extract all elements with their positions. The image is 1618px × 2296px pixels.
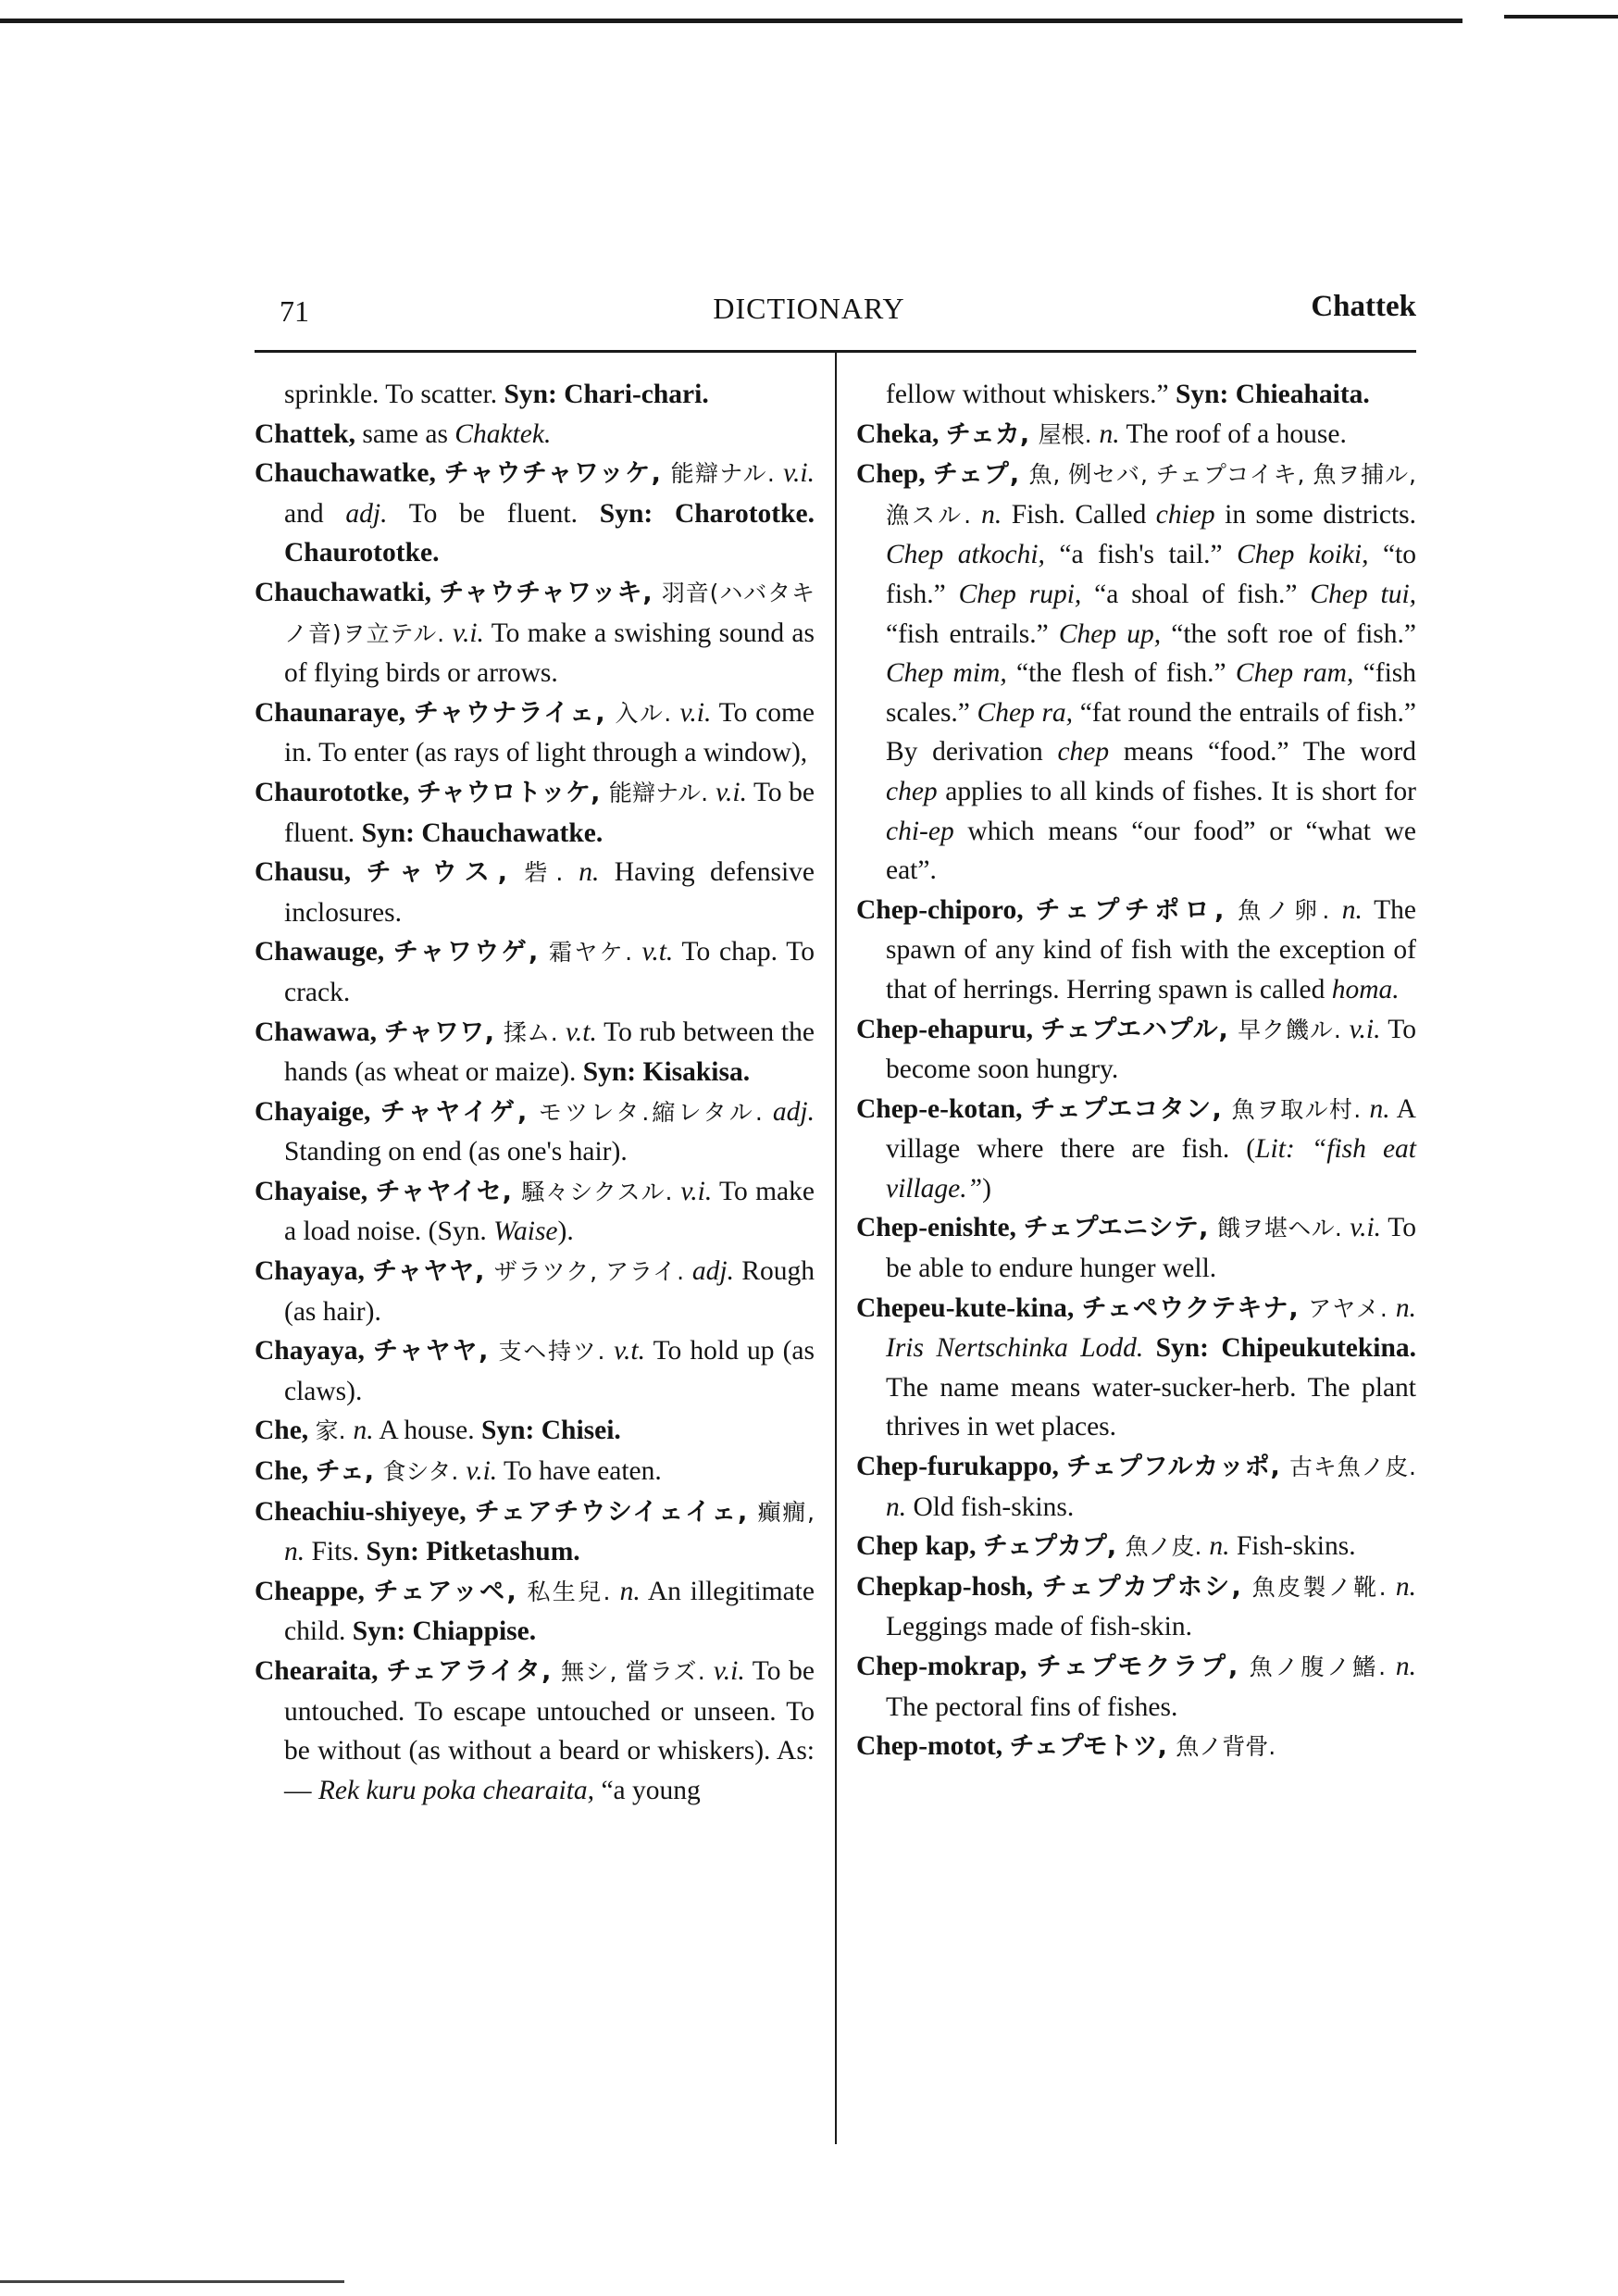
katakana-reading: チェプフルカッポ, (1066, 1453, 1289, 1482)
japanese-gloss: 揉ム. (503, 1018, 566, 1046)
headword: Chep, (856, 459, 933, 490)
italic-text: chep (1057, 737, 1110, 767)
headword: Cheka, (856, 418, 946, 449)
katakana-reading: チャウナライェ, (413, 698, 616, 728)
japanese-gloss: 騒々シクスル. (521, 1178, 681, 1205)
italic-text: v.i. (680, 1176, 713, 1206)
italic-text: n. (1395, 1292, 1416, 1323)
katakana-reading: チャヤヤ, (372, 1257, 494, 1287)
dictionary-entry (856, 1727, 1416, 1767)
definition-text: “the soft roe of fish.” (1161, 618, 1416, 649)
definition-text: applies to all kinds of fishes. It is short for (937, 776, 1416, 806)
headword: Che, (255, 1416, 316, 1446)
italic-text: homa. (1331, 974, 1400, 1004)
synonym: Syn: Chipeukutekina. (1155, 1333, 1416, 1364)
entry-continuation (856, 375, 1416, 415)
dictionary-entry (255, 454, 815, 573)
definition-text: Fits. (305, 1537, 367, 1567)
katakana-reading: チェアッペ, (373, 1577, 528, 1606)
definition-text: The roof of a house. (1119, 418, 1347, 449)
left-column (255, 375, 815, 1810)
italic-text: n. (1341, 894, 1363, 925)
headword: Chaunaraye, (255, 697, 414, 728)
katakana-reading: チェプモトツ, (1009, 1732, 1176, 1762)
headword: Chayaise, (255, 1176, 376, 1206)
japanese-gloss: 能辯ナル. (670, 460, 784, 488)
definition-text: “the flesh of fish.” (1006, 658, 1236, 689)
katakana-reading: チェプエハプル, (1040, 1015, 1238, 1044)
japanese-gloss: 羽音(ハバタキノ音)ヲ立テル. (284, 579, 815, 647)
italic-text: Chaktek. (454, 418, 552, 449)
katakana-reading: チャヤイセ, (375, 1177, 522, 1206)
definition-text: To be untouched. To escape untouched or unseen. To be without (as without a beard or whiskers). As:— (284, 1656, 815, 1805)
headword: Chep-furukappo, (856, 1452, 1067, 1482)
headword: Chep-chiporo, (856, 894, 1036, 925)
katakana-reading: チェアライタ, (386, 1657, 562, 1686)
italic-text: n. (981, 499, 1002, 530)
right-column (856, 375, 1416, 1767)
definition-text: “a shoal of fish.” (1081, 579, 1311, 609)
italic-text: v.i. (1349, 1014, 1381, 1044)
synonym: Syn: Chieahaita. (1175, 380, 1370, 409)
italic-text: n. (1395, 1652, 1416, 1681)
definition-text: “to fish.” (886, 540, 1416, 609)
headword: Cheappe, (255, 1576, 374, 1606)
headword: Chep-enishte, (856, 1213, 1024, 1243)
definition-text: sprinkle. To scatter. (284, 380, 504, 409)
dictionary-entry (856, 415, 1416, 455)
definition-text: To make a load noise. (Syn. (284, 1176, 815, 1247)
japanese-gloss: 食シタ. (382, 1458, 467, 1486)
headword: Chauchawatki, (255, 577, 440, 607)
italic-text: Chep ra, (977, 697, 1074, 728)
dictionary-entry (255, 853, 815, 932)
definition-text: “a young (594, 1775, 701, 1805)
italic-text: n. (1395, 1571, 1416, 1602)
italic-text: v.i. (783, 458, 815, 489)
japanese-gloss: 無シ, 當ラズ. (561, 1658, 714, 1685)
katakana-reading: チェプカプ, (982, 1532, 1126, 1562)
italic-text: v.t. (566, 1017, 597, 1047)
katakana-reading: チャヤイゲ, (380, 1097, 539, 1127)
definition-text: “a fish's tail.” (1044, 540, 1238, 570)
italic-text: Chep koiki, (1237, 540, 1369, 570)
dictionary-entry (255, 1572, 815, 1652)
italic-text: v.t. (641, 937, 674, 967)
italic-text: v.t. (614, 1336, 645, 1366)
definition-text (1143, 1333, 1155, 1363)
katakana-reading: チャヤヤ, (372, 1337, 499, 1366)
italic-text: adj. (691, 1256, 734, 1287)
italic-text: n. (619, 1576, 641, 1606)
headword: Chepkap-hosh, (856, 1571, 1042, 1602)
running-title: DICTIONARY (713, 292, 905, 325)
italic-text: v.i. (1350, 1213, 1382, 1243)
italic-text: n. (1369, 1093, 1390, 1124)
definition-text: ) (982, 1173, 991, 1204)
definition-text: To be fluent. (387, 498, 600, 529)
italic-text: Chep up, (1058, 618, 1162, 649)
katakana-reading: チャウス, (366, 858, 525, 888)
italic-text: Chep rupi, (958, 579, 1082, 609)
running-headword: Chattek (1311, 290, 1416, 323)
definition-text: The name means water-sucker-herb. The plant thrives in wet places. (886, 1372, 1416, 1442)
japanese-gloss: 古キ魚ノ皮. (1288, 1454, 1417, 1481)
italic-text: v.i. (679, 697, 712, 728)
italic-text: chi-ep (886, 816, 954, 846)
italic-text: v.i. (453, 618, 484, 648)
dictionary-entry (856, 891, 1416, 1010)
synonym: Syn: Pitketashum. (366, 1537, 580, 1567)
italic-text: Chep ram, (1235, 658, 1354, 689)
italic-text: adj. (772, 1096, 815, 1127)
headword: Chayaige, (255, 1096, 380, 1127)
scan-edge-rule-bottom (0, 2280, 344, 2283)
scan-edge-rule (0, 19, 1462, 23)
definition-text: The spawn of any kind of fish with the exception of that of herrings. Herring spawn is called (886, 894, 1416, 1004)
definition-text: Old fish-skins. (906, 1491, 1075, 1522)
headword: Chep-mokrap, (856, 1652, 1037, 1681)
katakana-reading: チャワウゲ, (392, 938, 550, 967)
dictionary-entry (856, 1527, 1416, 1567)
katakana-reading: チェ, (315, 1457, 383, 1487)
japanese-gloss: 支ヘ持ツ. (498, 1338, 615, 1366)
definition-text: To chap. To crack. (284, 937, 815, 1007)
headword: Chep-e-kotan, (856, 1093, 1031, 1124)
italic-text: Rek kuru poka chearaita, (317, 1775, 595, 1805)
italic-text: n. (284, 1537, 305, 1567)
headword: Cheachiu-shiyeye, (255, 1496, 475, 1527)
definition-text: fellow without whiskers.” (886, 380, 1176, 409)
definition-text: A village where there are fish. ( (886, 1093, 1416, 1165)
entry-continuation (255, 375, 815, 415)
japanese-gloss: 早ク饑ル. (1238, 1016, 1350, 1043)
dictionary-entry (255, 1092, 815, 1172)
definition-text: To have eaten. (497, 1456, 662, 1487)
headword: Chauchawatke, (255, 458, 444, 489)
japanese-gloss: 癲癇, (757, 1498, 815, 1526)
italic-text: n. (579, 857, 600, 888)
katakana-reading: チェプカプホシ, (1041, 1572, 1252, 1602)
italic-text: Chep atkochi, (886, 540, 1045, 570)
japanese-gloss: 砦. (524, 859, 579, 887)
japanese-gloss: 魚, 例セバ, チェプコイキ, 魚ヲ捕ル, 漁スル. (886, 461, 1416, 529)
dictionary-entry (255, 1331, 815, 1411)
headword: Chearaita, (255, 1656, 387, 1686)
scan-edge-rule-right (1504, 15, 1618, 19)
dictionary-entry (255, 1492, 815, 1572)
synonym: Syn: Chari-chari. (504, 380, 709, 409)
italic-text: Chep mim, (886, 658, 1007, 689)
definition-text: To be fluent. (284, 777, 815, 848)
dictionary-entry (856, 1647, 1416, 1727)
synonym: Syn: Chisei. (480, 1416, 621, 1446)
italic-text: adj. (345, 498, 388, 529)
italic-text: n. (886, 1491, 907, 1522)
definition-text: and (284, 498, 346, 529)
synonym: Syn: Kisakisa. (582, 1057, 751, 1088)
italic-text: Chep tui, (1310, 579, 1417, 609)
italic-text: n. (1099, 418, 1120, 449)
italic-text: Lit: “fish eat village.” (886, 1134, 1416, 1204)
definition-text: “fish scales.” (886, 658, 1416, 728)
page-number: 71 (280, 294, 309, 328)
dictionary-entry (856, 1090, 1416, 1209)
italic-text: chep (886, 776, 938, 806)
japanese-gloss: 私生兒. (527, 1578, 620, 1605)
definition-text: Rough (as hair). (284, 1256, 815, 1327)
japanese-gloss: 魚皮製ノ靴. (1251, 1573, 1396, 1601)
dictionary-entry (255, 1411, 815, 1452)
headword: Chep-ehapuru, (856, 1014, 1041, 1044)
katakana-reading: チャウロトッケ, (416, 778, 609, 807)
katakana-reading: チェプモクラプ, (1036, 1653, 1250, 1681)
headword: Che, (255, 1456, 316, 1487)
definition-text: Standing on end (as one's hair). (284, 1137, 628, 1167)
headword: Chep kap, (856, 1531, 983, 1562)
katakana-reading: チェプエニシテ, (1023, 1214, 1218, 1243)
definition-text: To make a swishing sound as of flying birds or arrows. (284, 618, 815, 689)
definition-text: Fish-skins. (1229, 1531, 1356, 1562)
katakana-reading: チェプ, (932, 460, 1029, 490)
japanese-gloss: 餓ヲ堪ヘル. (1217, 1215, 1350, 1242)
japanese-gloss: 家. (315, 1417, 354, 1445)
headword: Chausu, (255, 857, 367, 888)
definition-text: means “food.” The word (1109, 737, 1416, 767)
japanese-gloss: アヤメ. (1308, 1294, 1396, 1322)
italic-text: n. (353, 1416, 374, 1446)
definition-text: The pectoral fins of fishes. (886, 1691, 1178, 1722)
definition-text: Fish. Called (1002, 499, 1156, 530)
japanese-gloss: 魚ノ卵. (1238, 896, 1342, 924)
headword: Chayaya, (255, 1256, 373, 1287)
definition-text: Having defensive inclosures. (284, 857, 815, 928)
headword: Chayaya, (255, 1336, 373, 1366)
headword: Chawawa, (255, 1017, 384, 1047)
dictionary-entry (255, 573, 815, 693)
definition-text: To hold up (as claws). (284, 1336, 815, 1406)
japanese-gloss: 霜ヤケ. (549, 939, 642, 967)
katakana-reading: チャウチャワッキ, (439, 578, 662, 607)
dictionary-entry (255, 773, 815, 853)
italic-text: v.i. (466, 1456, 498, 1487)
katakana-reading: チャワワ, (383, 1017, 504, 1047)
dictionary-entry (255, 1452, 815, 1492)
italic-text: Iris Nertschinka Lodd. (886, 1333, 1144, 1364)
dictionary-entry (856, 1289, 1416, 1447)
japanese-gloss: 入ル. (615, 699, 680, 727)
italic-text: chiep (1155, 499, 1215, 530)
italic-text: n. (1209, 1531, 1230, 1562)
dictionary-entry (255, 1252, 815, 1331)
dictionary-entry (255, 1013, 815, 1092)
dictionary-entry (856, 1208, 1416, 1288)
definition-text: To be able to endure hunger well. (886, 1213, 1416, 1284)
japanese-gloss: 魚ヲ取ル村. (1231, 1095, 1370, 1123)
japanese-gloss: モツレタ.縮レタル. (538, 1098, 773, 1126)
synonym: Syn: Chauchawatke. (361, 817, 604, 848)
definition-text: which means “our food” or “what we eat”. (886, 816, 1416, 886)
katakana-reading: チェカ, (945, 419, 1039, 449)
katakana-reading: チャウチャワッケ, (443, 459, 671, 489)
definition-text: An illegitimate child. (284, 1576, 815, 1647)
dictionary-entry (255, 932, 815, 1012)
definition-text: in some districts. (1214, 499, 1416, 530)
japanese-gloss: 魚ノ背骨. (1176, 1733, 1276, 1761)
headword: Chawauge, (255, 937, 393, 967)
definition-text: To rub between the hands (as wheat or maize). (284, 1017, 815, 1088)
definition-text: Leggings made of fish-skin. (886, 1612, 1192, 1642)
headword: Chep-motot, (856, 1731, 1010, 1762)
dictionary-entry (856, 1567, 1416, 1647)
japanese-gloss: 魚ノ腹ノ鰭. (1249, 1653, 1396, 1680)
column-divider (835, 353, 837, 2144)
katakana-reading: チェプチポロ, (1035, 895, 1238, 925)
definition-text: “fat round the entrails of fish.” By derivation (886, 697, 1417, 767)
japanese-gloss: 屋根. (1038, 420, 1100, 448)
definition-text: same as (355, 418, 455, 449)
dictionary-entry (255, 693, 815, 773)
headword: Chepeu-kute-kina, (856, 1292, 1082, 1323)
dictionary-entry (255, 1172, 815, 1252)
japanese-gloss: ザラツク, アライ. (493, 1258, 692, 1286)
definition-text: To come in. To enter (as rays of light through a window), (284, 697, 815, 768)
dictionary-entry (856, 1010, 1416, 1090)
japanese-gloss: 魚ノ皮. (1125, 1533, 1210, 1561)
definition-text: “fish entrails.” (886, 618, 1059, 649)
japanese-gloss: 能辯ナル. (608, 779, 716, 806)
synonym: Syn: Charototke. Chaurototke. (284, 498, 815, 568)
katakana-reading: チェプエコタン, (1030, 1094, 1232, 1124)
headword: Chattek, (255, 418, 355, 449)
italic-text: Waise (493, 1217, 558, 1247)
synonym: Syn: Chiappise. (352, 1616, 537, 1647)
italic-text: v.i. (716, 777, 747, 807)
definition-text: To become soon hungry. (886, 1014, 1416, 1085)
dictionary-entry (255, 415, 815, 455)
definition-text: ). (557, 1217, 574, 1247)
italic-text: v.i. (713, 1656, 745, 1686)
dictionary-entry (255, 1652, 815, 1810)
headword: Chaurototke, (255, 777, 417, 807)
dictionary-entry (856, 455, 1416, 891)
dictionary-entry (856, 1447, 1416, 1527)
katakana-reading: チェペウクテキナ, (1081, 1293, 1309, 1323)
katakana-reading: チェアチウシイェイェ, (474, 1497, 758, 1527)
definition-text: A house. (373, 1416, 481, 1446)
